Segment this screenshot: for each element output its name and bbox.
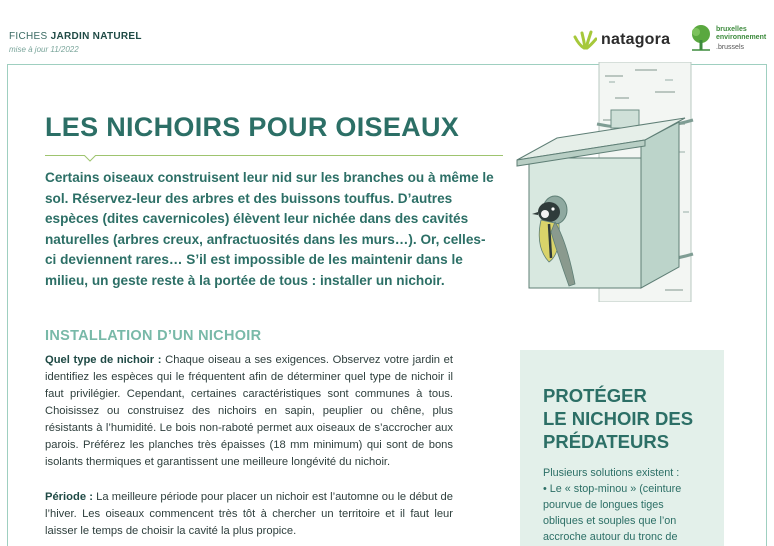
brussels-logo-line2: environnement [716,34,767,41]
sidebar-box-predators [520,350,724,546]
sidebar-text [543,465,718,545]
section-heading-installation [45,328,261,344]
natagora-leaf-icon [573,29,597,51]
brussels-environnement-logo [688,24,768,56]
paragraph-nichoir-type [45,352,453,471]
sidebar-title-line2: LE NICHOIR DES [543,408,694,429]
natagora-wordmark: natagora [601,31,671,48]
brussels-logo-line3: .brussels [716,44,745,51]
title-bold: LES NICHOIRS [45,112,241,142]
paragraph2-label: Période : [45,491,93,503]
sidebar-title-line3: PRÉDATEURS [543,431,670,452]
divider-notch-icon [84,155,96,162]
update-date: mise à jour 11/2022 [9,45,79,54]
sidebar-line4: obliques et souples que l’on [543,515,677,527]
paragraph2-text: La meilleure période pour placer un nichoir est l’automne ou le début de l’hiver. Les oiseaux commencent très tôt à chercher un territoire et il faut leur laisser le temps de choisir la cavité la plus propice. [45,491,453,537]
birdhouse-illustration [505,62,767,302]
title-light: POUR OISEAUX [240,112,460,142]
tree-icon [688,24,714,52]
section-heading-light: D’UN NICHOIR [152,328,262,344]
series-name: JARDIN NATUREL [50,31,142,42]
paragraph1-text: Chaque oiseau a ses exigences. Observez votre jardin et identifiez les espèces qui le fréquentent afin de déterminer quel type de nichoir il faut privilégier. Cependant, certaines caractéristiques sont communes à tous. Choisissez ou construisez des nichoirs en sapin, peuplier ou chêne, plus résistants à l’humidité. Le bois non-raboté permet aux oiseaux de s’accrocher aux parois. Préférez les planches très épaisses (18 mm minimum) qui sont de bons isolants thermiques et garantissent une meilleure longévité du nichoir. [45,354,453,468]
paragraph-periode [45,489,453,540]
paragraph1-label: Quel type de nichoir : [45,354,162,366]
section-heading-bold: INSTALLATION [45,328,153,344]
natagora-logo [573,28,670,52]
sidebar-line1: Plusieurs solutions existent : [543,467,680,479]
sidebar-title-line1: PROTÉGER [543,385,647,406]
series-label [9,31,142,42]
sidebar-line5: accroche autour du tronc de [543,531,678,543]
intro-paragraph: Certains oiseaux construisent leur nid sur les branches ou à même le sol. Réservez-leur des arbres et des buissons touffus. D’autres espèces (dites cavernicoles) élèvent leur nichée dans des cavités naturelles (arbres creux, anfractuosités dans les murs…). Or, celles-ci deviennent rares… S’il est impossible de les maintenir dans le milieu, un geste reste à la portée de tous : installer un nichoir. [45,170,494,288]
page-header [0,0,774,58]
sidebar-title [543,384,713,453]
title-divider [45,155,503,156]
brussels-logo-line1: bruxelles [716,26,747,33]
sidebar-line2: • Le « stop-minou » (ceinture [543,483,682,495]
sidebar-line3: pourvue de longues tiges [543,499,664,511]
page-title [45,112,459,143]
series-prefix: FICHES [9,31,48,42]
